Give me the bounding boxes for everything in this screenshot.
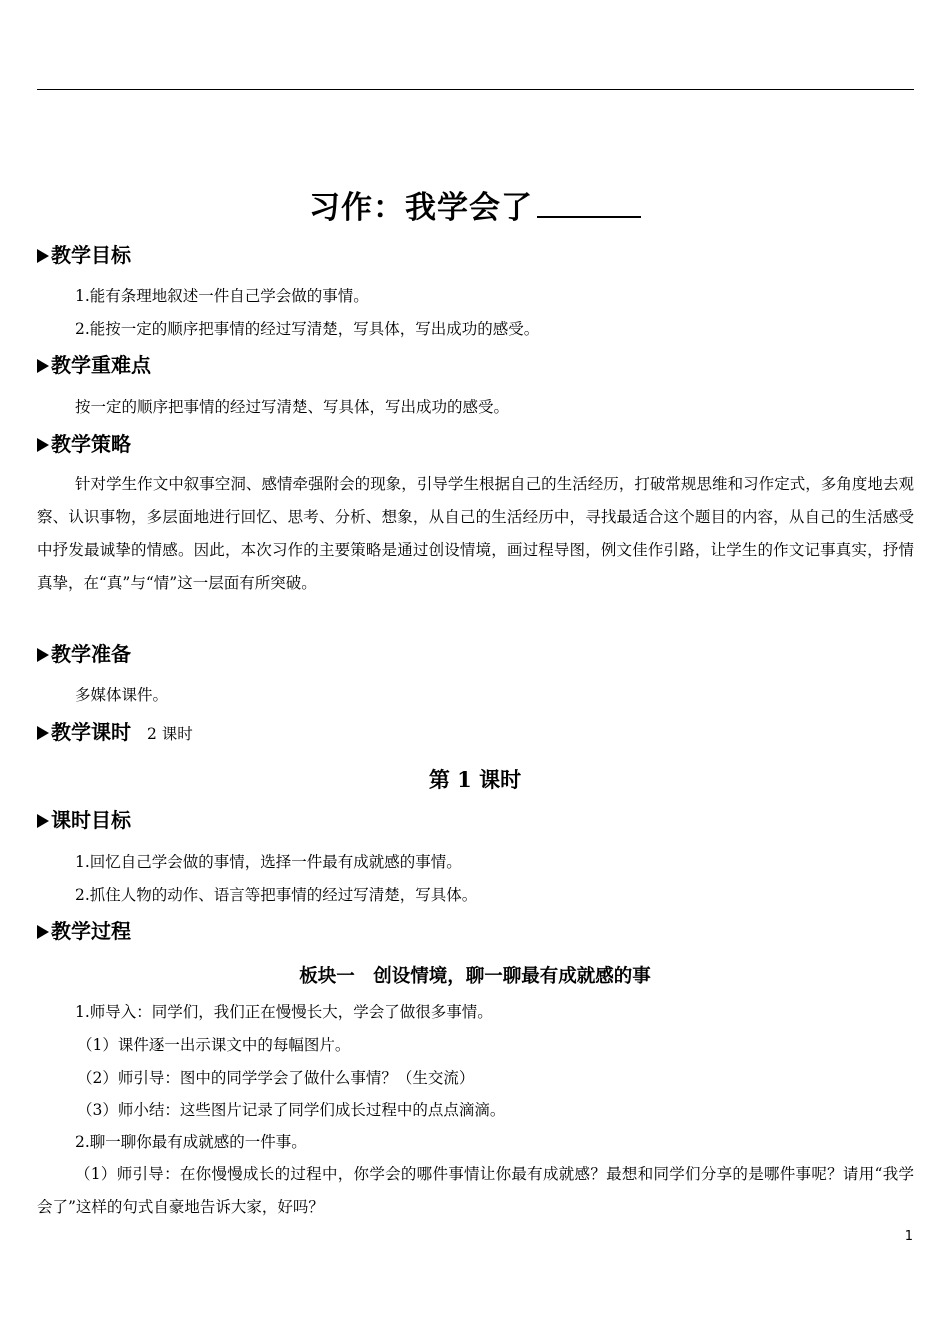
- preparation-text: 多媒体课件。: [75, 686, 169, 704]
- heading-lesson-goals: 课时目标: [37, 808, 131, 832]
- goal-item-2: 2.能按一定的顺序把事情的经过写清楚，写具体，写出成功的感受。: [75, 320, 540, 338]
- process-line-3: （2）师引导：图中的同学学会了做什么事情？（生交流）: [77, 1069, 475, 1087]
- heading-preparation: 教学准备: [37, 642, 131, 666]
- process-line-5: 2.聊一聊你最有成就感的一件事。: [75, 1133, 307, 1151]
- process-line-4: （3）师小结：这些图片记录了同学们成长过程中的点点滴滴。: [77, 1101, 506, 1119]
- lesson-goal-2: 2.抓住人物的动作、语言等把事情的经过写清楚，写具体。: [75, 886, 478, 904]
- title-blank: [537, 190, 641, 218]
- triangle-bullet-icon: [37, 438, 49, 452]
- strategy-paragraph: 针对学生作文中叙事空洞、感情牵强附会的现象，引导学生根据自己的生活经历，打破常规思维和习作定式，多角度地去观察、认识事物，多层面地进行回忆、思考、分析、想象，从自己的生活经历中，寻找最适合这个题目的内容，从自己的生活感受中抒发最诚挚的情感。因此，本次习作的主要策略是通过创设情境，画过程导图，例文佳作引路，让学生的作文记事真实，抒情真挚，在“真”与“情”这一层面有所突破。: [37, 475, 914, 592]
- process-line-1: 1.师导入：同学们，我们正在慢慢长大，学会了做很多事情。: [75, 1003, 493, 1021]
- title-text: 习作：我学会了: [309, 190, 533, 226]
- document-title: [0, 182, 950, 227]
- heading-strategy: 教学策略: [37, 432, 131, 456]
- triangle-bullet-icon: [37, 925, 49, 939]
- heading-hours: 教学课时 2 课时: [37, 720, 193, 746]
- header-rule: [37, 89, 914, 90]
- heading-key-points: 教学重难点: [37, 353, 151, 377]
- heading-goals: 教学目标: [37, 243, 131, 267]
- process-line-2: （1）课件逐一出示课文中的每幅图片。: [77, 1036, 351, 1054]
- key-points-text: 按一定的顺序把事情的经过写清楚、写具体，写出成功的感受。: [75, 398, 510, 416]
- goal-item-1: 1.能有条理地叙述一件自己学会做的事情。: [75, 287, 369, 305]
- heading-process: 教学过程: [37, 919, 131, 943]
- process-final-paragraph: （1）师引导：在你慢慢成长的过程中，你学会的哪件事情让你最有成就感？最想和同学们分享的是哪件事呢？请用“我学会了”这样的句式自豪地告诉大家，好吗？: [37, 1165, 914, 1216]
- triangle-bullet-icon: [37, 726, 49, 740]
- page-number: 1: [904, 1229, 913, 1244]
- lesson-goal-1: 1.回忆自己学会做的事情，选择一件最有成就感的事情。: [75, 853, 462, 871]
- triangle-bullet-icon: [37, 648, 49, 662]
- lesson-title: 第 1 课时: [428, 767, 522, 792]
- block-one-title: 板块一 创设情境，聊一聊最有成就感的事: [299, 966, 651, 987]
- triangle-bullet-icon: [37, 249, 49, 263]
- hours-value: 2 课时: [147, 725, 193, 743]
- triangle-bullet-icon: [37, 814, 49, 828]
- triangle-bullet-icon: [37, 359, 49, 373]
